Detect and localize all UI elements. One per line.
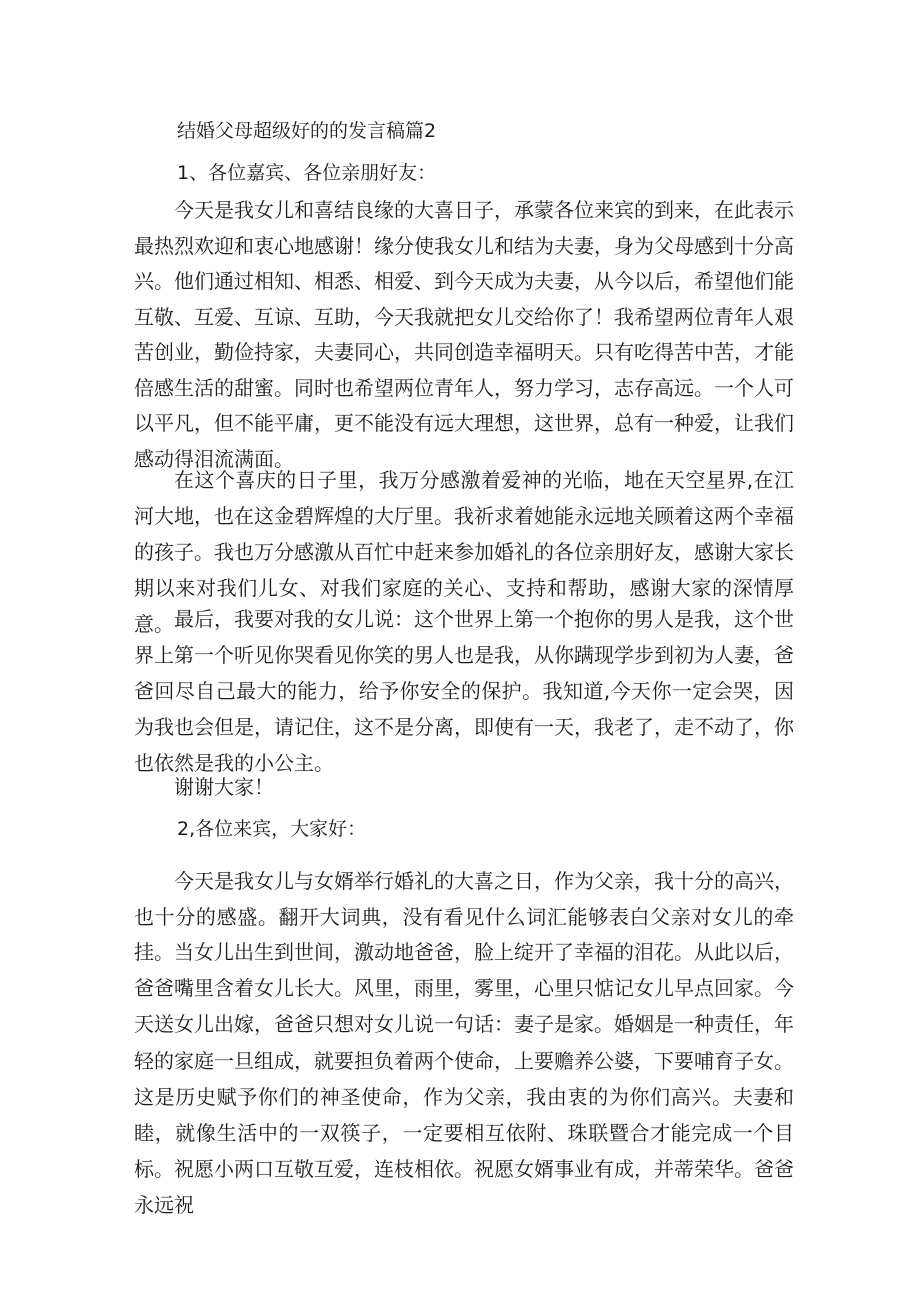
speech-1-paragraph-2: 在这个喜庆的日子里，我万分感激着爱神的光临，地在天空星界,在江河大地，也在这金碧辉煌的大厅里。我祈求着她能永远地关顾着这两个幸福的孩子。我也万分感激从百忙中赶来参加婚礼的各位亲朋好友，感谢大家长期以来对我们儿女、对我们家庭的关心、支持和帮助，感谢大家的深情厚意。 bbox=[134, 468, 794, 636]
speech-1-paragraph-3: 最后，我要对我的女儿说：这个世界上第一个抱你的男人是我，这个世界上第一个听见你哭看见你笑的男人也是我，从你蹒现学步到初为人妻，爸爸回尽自己最大的能力，给予你安全的保护。我知道,今天你一定会哭，因为我也会但是，请记住，这不是分离，即使有一天，我老了，走不动了，你也依然是我的小公主。 bbox=[134, 607, 794, 775]
speech-2-paragraph-2: 当女儿出生到世间，激动地爸爸，脸上绽开了幸福的泪花。从此以后，爸爸嘴里含着女儿长大。风里，雨里，雾里，心里只惦记女儿早点回家。今天送女儿出嫁，爸爸只想对女儿说一句话：妻子是家。婚姻是一种责任，年轻的家庭一旦组成，就要担负着两个使命，上要赡养公婆，下要哺育子女。这是历史赋予你们的神圣使命，作为父亲，我由衷的为你们高兴。夫妻和睦，就像生活中的一双筷子，一定要相互依附、珠联暨合才能完成一个目标。祝愿小两口互敬互爱，连枝相依。祝愿女婿事业有成，并蒂荣华。爸爸永远祝 bbox=[134, 940, 794, 1218]
speech-1-paragraph-1: 今天是我女儿和喜结良缘的大喜日子，承蒙各位来宾的到来，在此表示最热烈欢迎和衷心地感谢！缘分使我女儿和结为夫妻，身为父母感到十分高兴。他们通过相知、相悉、相爱、到今天成为夫妻，从今以后，希望他们能互敬、互爱、互谅、互助，今天我就把女儿交给你了！我希望两位青年人艰苦创业，勤俭持家，夫妻同心，共同创造幸福明天。只有吃得苦中苦，才能倍感生活的甜蜜。同时也希望两位青年人，努力学习，志存高远。一个人可以平凡，但不能平庸，更不能没有远大理想，这世界，总有一种爱，让我们感动得泪流满面。 bbox=[134, 198, 794, 471]
speech-1-closing: 谢谢大家！ bbox=[174, 775, 274, 799]
speech-1-greeting: 1、各位嘉宾、各位亲朋好友： bbox=[177, 162, 437, 184]
document-title: 结婚父母超级好的的发言稿篇2 bbox=[177, 120, 437, 142]
speech-2-paragraph-1: 今天是我女儿与女婿举行婚礼的大喜之日，作为父亲，我十分的高兴，也十分的感盛。翻开大词典，没有看见什么词汇能够表白父亲对女儿的牵挂。 bbox=[134, 869, 794, 964]
speech-2-greeting: 2,各位来宾，大家好： bbox=[177, 818, 367, 840]
